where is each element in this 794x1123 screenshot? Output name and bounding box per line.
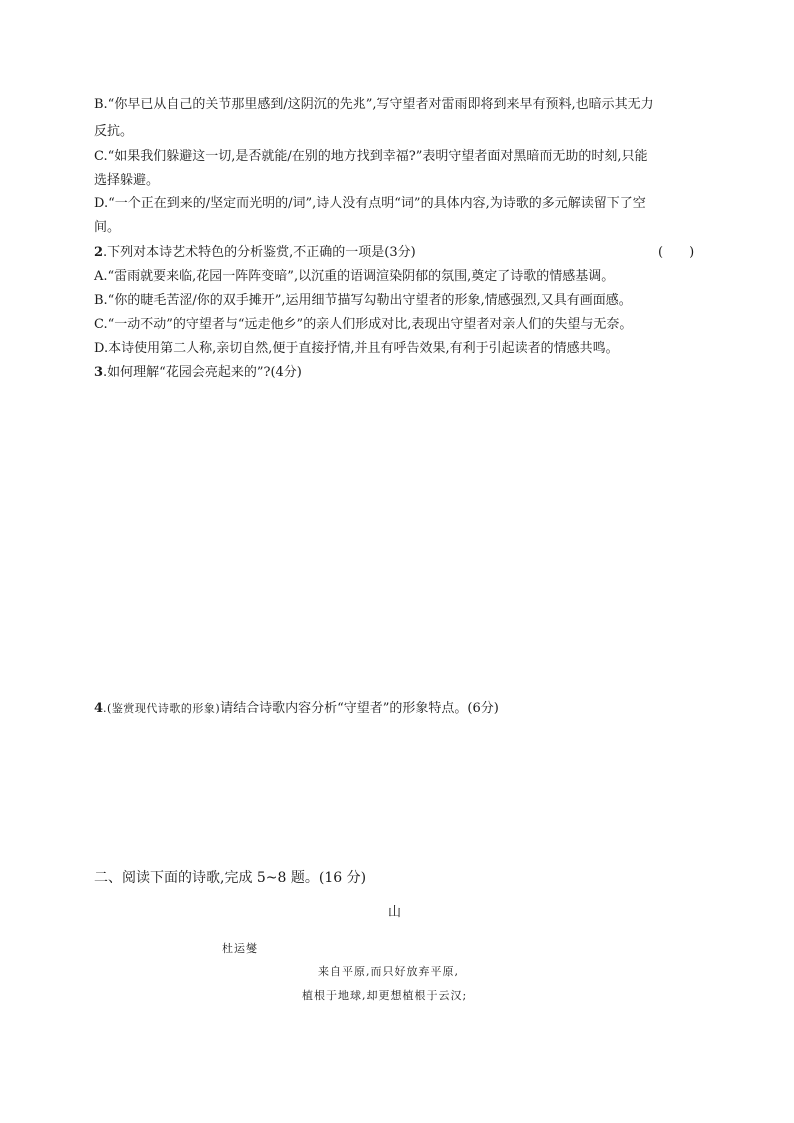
q2-answer-blank: ( ) <box>658 245 695 260</box>
q2-stem <box>94 244 704 262</box>
q4-stem <box>94 700 704 718</box>
q2-option-a: A.“雷雨就要来临,花园一阵阵变暗”,以沉重的语调渲染阴郁的氛围,奠定了诗歌的情感基调。 <box>94 269 615 284</box>
q3-number: 3 <box>94 365 104 380</box>
poem-line-2: 植根于地球,却更想植根于云汉; <box>302 989 468 1002</box>
q1-option-b-line1: B.“你早已从自己的关节那里感到/这阴沉的先兆”,写守望者对雷雨即将到来早有预料,也暗示其无力 <box>94 97 654 112</box>
q1-option-d-line1: D.“一个正在到来的/坚定而光明的/词”,诗人没有点明“词”的具体内容,为诗歌的多元解读留下了空 <box>94 196 646 211</box>
q2-text: .下列对本诗艺术特色的分析鉴赏,不正确的一项是(3分) <box>103 245 416 260</box>
q4-number: 4 <box>94 701 104 716</box>
q3-stem <box>94 364 704 382</box>
q2-number: 2 <box>94 245 104 260</box>
poem-title: 山 <box>388 905 402 920</box>
q1-option-d-line2: 间。 <box>94 220 121 235</box>
poem-author: 杜运燮 <box>222 942 258 955</box>
q2-option-c: C.“一动不动”的守望者与“远走他乡”的亲人们形成对比,表现出守望者对亲人们的失望与无奈。 <box>94 317 633 332</box>
q1-option-c-line1: C.“如果我们躲避这一切,是否就能/在别的地方找到幸福?”表明守望者面对黑暗而无助的时刻,只能 <box>94 149 648 164</box>
q1-option-c-line2: 选择躲避。 <box>94 173 160 188</box>
section-2-heading: 二、阅读下面的诗歌,完成 5~8 题。(16 分) <box>94 870 367 886</box>
q2-option-b: B.“你的睫毛苦涩/你的双手摊开”,运用细节描写勾勒出守望者的形象,情感强烈,又具有画面感。 <box>94 293 632 308</box>
q2-option-d: D.本诗使用第二人称,亲切自然,便于直接抒情,并且有呼告效果,有利于引起读者的情感共鸣。 <box>94 341 619 356</box>
q1-option-b-line2: 反抗。 <box>94 124 134 139</box>
q3-text: .如何理解“花园会亮起来的”?(4分) <box>103 365 302 380</box>
poem-line-1: 来自平原,而只好放弃平原, <box>318 965 459 978</box>
q4-tag: .(鉴赏现代诗歌的形象) <box>103 702 221 715</box>
q4-text: 请结合诗歌内容分析“守望者”的形象特点。(6分) <box>220 701 499 716</box>
